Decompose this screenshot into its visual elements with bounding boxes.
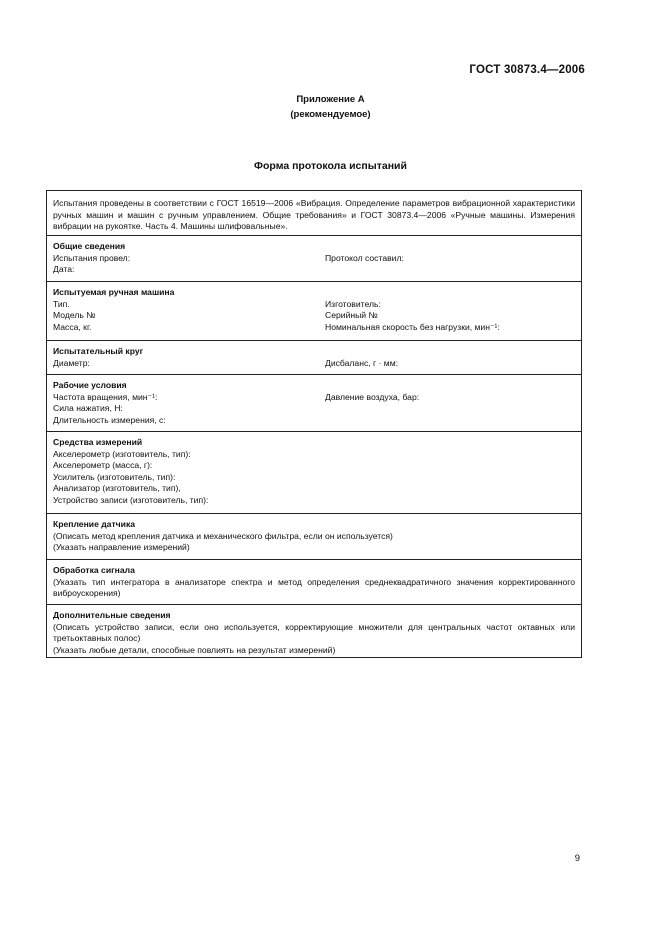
machine-type-field: Тип.: [53, 298, 70, 309]
appendix-title: Приложение А: [296, 94, 365, 105]
wheel-title: Испытательный круг: [53, 346, 144, 356]
page-number: 9: [574, 853, 580, 864]
conditions-air-pressure-field: Давление воздуха, бар:: [325, 391, 420, 402]
instrument-line: Акселерометр (масса, г):: [53, 460, 153, 471]
mounting-title: Крепление датчика: [53, 519, 136, 529]
instruments-title: Средства измерений: [53, 437, 143, 447]
processing-title: Обработка сигнала: [53, 565, 135, 575]
form-title: Форма протокола испытаний: [254, 160, 407, 172]
appendix-status: (рекомендуемое): [290, 109, 371, 120]
general-section: [47, 236, 581, 282]
conditions-section: [47, 375, 581, 432]
instrument-line: Анализатор (изготовитель, тип),: [53, 483, 181, 494]
general-title: Общие сведения: [53, 241, 126, 251]
additional-line: (Указать любые детали, способные повлиять на результат измерений): [53, 644, 336, 655]
additional-text: (Описать устройство записи, если оно используется, корректирующие множители для центральных частот октавных или третьоктавных полос): [53, 621, 575, 644]
machine-mass-field: Масса, кг.: [53, 321, 92, 332]
conditions-duration-field: Длительность измерения, с:: [53, 414, 166, 425]
wheel-unbalance-field: Дисбаланс, г · мм:: [325, 357, 399, 368]
additional-section: [47, 605, 581, 657]
mounting-section: [47, 514, 581, 560]
instrument-line: Устройство записи (изготовитель, тип):: [53, 494, 209, 505]
machine-title: Испытуемая ручная машина: [53, 287, 175, 297]
conditions-rotation-field: Частота вращения, мин⁻¹:: [53, 391, 158, 402]
instrument-line: Усилитель (изготовитель, тип):: [53, 471, 176, 482]
machine-section: [47, 282, 581, 341]
additional-title: Дополнительные сведения: [53, 610, 171, 620]
processing-section: [47, 560, 581, 605]
intro-section: [47, 191, 581, 236]
conditions-force-field: Сила нажатия, Н:: [53, 403, 123, 414]
instruments-section: [47, 432, 581, 514]
instrument-line: Акселерометр (изготовитель, тип):: [53, 448, 191, 459]
general-author-field: Протокол составил:: [325, 252, 404, 263]
protocol-form: [46, 190, 582, 658]
machine-model-field: Модель №: [53, 310, 96, 321]
wheel-diameter-field: Диаметр:: [53, 357, 90, 368]
machine-speed-field: Номинальная скорость без нагрузки, мин⁻¹:: [325, 321, 500, 332]
wheel-section: [47, 341, 581, 375]
machine-manufacturer-field: Изготовитель:: [325, 298, 381, 309]
general-tester-field: Испытания провел:: [53, 252, 131, 263]
mounting-line: (Указать направление измерений): [53, 542, 190, 553]
general-date-field: Дата:: [53, 264, 75, 275]
machine-serial-field: Серийный №: [325, 310, 378, 321]
mounting-line: (Описать метод крепления датчика и механического фильтра, если он используется): [53, 530, 393, 541]
standard-code: ГОСТ 30873.4—2006: [469, 64, 585, 76]
conditions-title: Рабочие условия: [53, 380, 127, 390]
processing-text: (Указать тип интегратора в анализаторе спектра и метод определения среднеквадратичного значения корректированного виброускорения): [53, 576, 575, 599]
intro-text: Испытания проведены в соответствии с ГОСТ 16519—2006 «Вибрация. Определение параметров вибрационной характеристики ручных машин и машин с ручным управлением. Общие требования» и ГОСТ 30873.4—2006 «Ручные машины. Измерения вибрации на рукоятке. Часть 4. Машины шлифовальные».: [53, 198, 575, 232]
